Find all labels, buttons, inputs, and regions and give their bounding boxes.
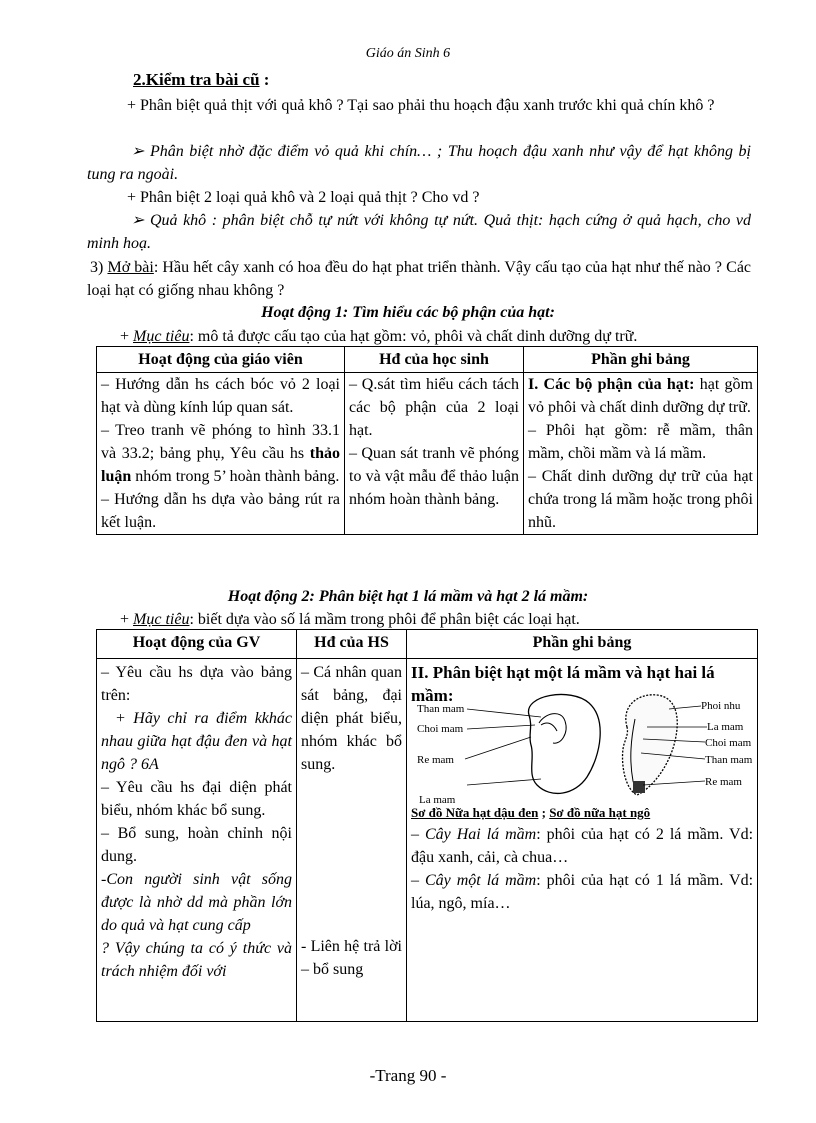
student-line: – Q.sát tìm hiểu cách tách các bộ phận của 2 loại hạt. <box>349 376 519 439</box>
table-header-row <box>97 347 758 373</box>
board-line-monocot <box>411 869 753 915</box>
teacher-line: – Hướng dẫn hs cách bóc vỏ 2 loại hạt và dùng kính lúp quan sát. <box>101 376 340 416</box>
teacher-line: ? Vậy chúng ta có ý thức và trách nhiệm đối với <box>101 940 292 981</box>
intro-paragraph <box>87 256 751 302</box>
teacher-line-text: nhóm trong 5’ hoàn thành bảng. <box>131 468 340 485</box>
term-monocot: Cây một lá mầm <box>424 872 537 890</box>
teacher-line: – Bổ sung, hoàn chỉnh nội dung. <box>101 825 292 866</box>
goal-text: : mô tả được cấu tạo của hạt gồm: vỏ, phôi và chất dinh dưỡng dự trữ. <box>189 328 638 345</box>
corn-seed-diagram <box>623 695 753 795</box>
board-cell <box>407 659 758 1022</box>
board-line: – Chất dinh dưỡng dự trữ của hạt chứa trong lá mầm hoặc trong phôi nhũ. <box>528 468 753 531</box>
intro-number: 3) <box>90 259 108 276</box>
section-heading-old-check <box>133 68 269 91</box>
teacher-line <box>101 419 340 488</box>
intro-text: : Hầu hết cây xanh có hoa đều do hạt phat triển thành. Vậy cấu tạo của hạt như thế nào ? Các loại hạt có giống nhau không ? <box>87 259 752 299</box>
diagram-label: Than mam <box>705 754 753 767</box>
student-cell <box>345 373 524 535</box>
dash: – <box>411 826 425 844</box>
heading-colon: : <box>259 70 270 89</box>
student-cell <box>297 659 407 1022</box>
col-header-student: Hđ của HS <box>297 630 407 659</box>
teacher-cell <box>97 659 297 1022</box>
answer-2: ➢ Quả khô : phân biệt chỗ tự nứt với không tự nứt. Quả thịt: hạch cứng ở quả hạch, cho vd minh hoạ. <box>87 212 751 252</box>
board-line: – Phôi hạt gồm: rễ mầm, thân mầm, chồi mầm và lá mầm. <box>528 422 753 462</box>
dash: – <box>411 872 425 890</box>
table-row <box>97 373 758 535</box>
activity-2-table <box>96 629 758 1022</box>
diagram-label: Re mam <box>417 754 454 767</box>
board-text: hạt gồm vỏ phôi và chất dinh dưỡng dự trữ. <box>528 376 753 416</box>
caption-bean: Sơ đồ Nữa hạt dậu đen <box>411 805 539 821</box>
col-header-teacher: Hoạt động của GV <box>97 630 297 659</box>
diagram-label: Choi mam <box>417 723 464 736</box>
term-dicot: Cây Hai lá mầm <box>424 826 537 844</box>
question-2: + Phân biệt 2 loại quả khô và 2 loại quả thịt ? Cho vd ? <box>127 189 480 206</box>
board-title-colon: : <box>447 686 454 706</box>
page-footer: -Trang 90 - <box>369 1066 447 1085</box>
page-header: Giáo án Sinh 6 <box>365 46 451 61</box>
diagram-label: Than mam <box>417 703 465 716</box>
diagram-caption <box>411 803 753 823</box>
heading-text: 2.Kiểm tra bài cũ <box>133 70 260 89</box>
goal-text: : biết dựa vào số lá mầm trong phôi để phân biệt các loại hạt. <box>189 611 580 628</box>
teacher-line-bold: thảo luận <box>101 445 340 485</box>
activity-2-title: Hoạt động 2: Phân biệt hạt 1 lá mầm và hạt 2 lá mầm: <box>227 588 589 605</box>
goal-prefix: + <box>120 611 134 628</box>
activity-1-table <box>96 346 758 535</box>
col-header-board: Phần ghi bảng <box>407 630 758 659</box>
activity-2-goal <box>120 608 780 631</box>
monocot-text: : phôi của hạt có 1 lá mầm. Vd: lúa, ngô, mía… <box>411 872 754 913</box>
teacher-line-text: – Treo tranh vẽ phóng to hình 33.1 và 33.2; bảng phụ, Yêu cầu hs <box>101 422 340 462</box>
board-title-text: II. Phân biệt hạt một lá mầm và hạt hai lá mầm <box>411 663 715 706</box>
teacher-line: – Yêu cầu hs dựa vào bảng trên: <box>101 664 292 705</box>
teacher-line: – Hướng dẫn hs dựa vào bảng rút ra kết luận. <box>101 491 340 531</box>
diagram-label: Choi mam <box>705 737 752 750</box>
board-title: I. Các bộ phận của hạt: <box>528 376 695 393</box>
col-header-board: Phần ghi bảng <box>524 347 758 373</box>
diagram-label: La mam <box>419 794 456 807</box>
teacher-line: + Hãy chỉ ra điểm kkhác nhau giữa hạt đậu đen và hạt ngô ? 6A <box>101 710 292 774</box>
activity-1-goal <box>120 325 780 348</box>
teacher-line: -Con người sinh vật sống được là nhờ dd mà phần lớn do quả và hạt cung cấp <box>101 871 292 935</box>
goal-label: Mục tiêu <box>133 611 190 628</box>
goal-label: Mục tiêu <box>133 328 190 345</box>
answer-1: ➢ Phân biệt nhờ đặc điểm vỏ quả khi chín… ; Thu hoạch đậu xanh như vậy để hạt không bị tung ra ngoài. <box>87 143 751 183</box>
bean-seed-diagram <box>417 695 600 807</box>
activity-1-title: Hoạt động 1: Tìm hiểu các bộ phận của hạt: <box>261 304 555 321</box>
question-1: + Phân biệt quả thịt với quả khô ? Tại sao phải thu hoạch đậu xanh trước khi quả chín khô ? <box>127 97 715 114</box>
student-line: – Cá nhân quan sát bảng, đại diện phát biểu, nhóm khác bổ sung. <box>301 664 402 774</box>
table-row <box>97 659 758 1022</box>
teacher-cell <box>97 373 345 535</box>
student-line: – Quan sát tranh vẽ phóng to và vật mẫu để thảo luận nhóm hoàn thành bảng. <box>349 445 519 508</box>
diagram-label: La mam <box>707 721 744 734</box>
board-line <box>528 373 753 419</box>
board-line-dicot <box>411 823 753 869</box>
col-header-teacher: Hoạt động của giáo viên <box>97 347 345 373</box>
dicot-text: : phôi của hạt có 2 lá mầm. Vd: đậu xanh, cải, cà chua… <box>411 826 754 867</box>
caption-corn: Sơ đồ nữa hạt ngô <box>549 805 651 821</box>
diagram-label: Phoi nhu <box>701 700 741 713</box>
board-cell <box>524 373 758 535</box>
teacher-line: – Yêu cầu hs đại diện phát biểu, nhóm khác bổ sung. <box>101 779 292 820</box>
table-header-row <box>97 630 758 659</box>
col-header-student: Hđ của học sinh <box>345 347 524 373</box>
intro-label: Mở bài <box>107 259 154 276</box>
seed-diagrams <box>411 685 753 807</box>
goal-prefix: + <box>120 328 134 345</box>
diagram-label: Re mam <box>705 776 742 789</box>
student-line: - Liên hệ trả lời – bổ sung <box>301 938 402 979</box>
caption-separator: ; <box>538 805 550 821</box>
